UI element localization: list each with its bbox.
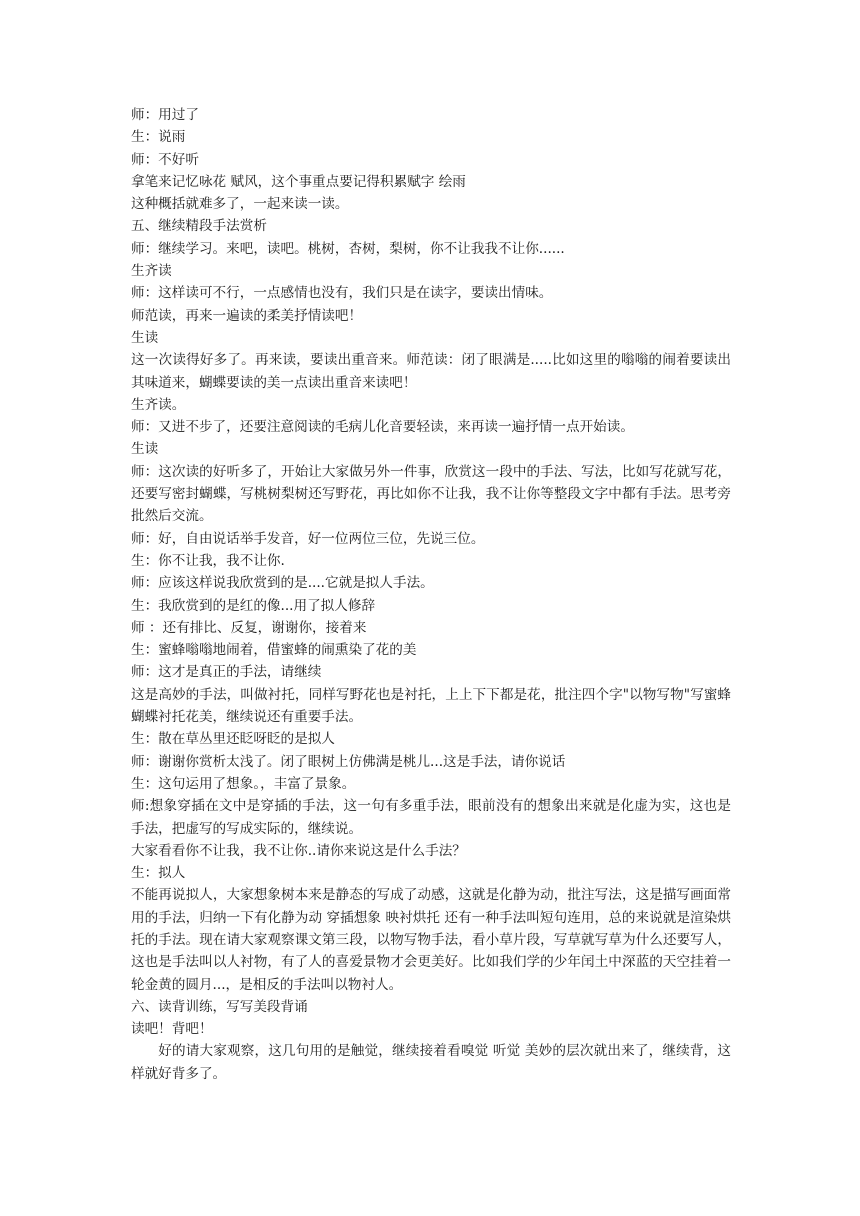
text-line: 生：散在草丛里还眨呀眨的是拟人 xyxy=(131,731,335,748)
text-line: 读吧！背吧！ xyxy=(131,1021,213,1038)
text-line: 生：我欣赏到的是红的像...用了拟人修辞 xyxy=(131,597,376,614)
text-line: 生：拟人 xyxy=(131,865,186,882)
text-line: 生齐读。 xyxy=(131,396,186,413)
text-line: 这种概括就难多了，一起来读一读。 xyxy=(131,196,349,213)
text-line: 师：应该这样说我欣赏到的是....它就是拟人手法。 xyxy=(131,575,434,592)
text-line: 师：谢谢你赏析太浅了。闭了眼树上仿佛满是桃儿...这是手法，请你说话 xyxy=(131,753,566,770)
text-paragraph: 这一次读得好多了。再来读，要读出重音来。师范读：闭了眼满是.....比如这里的嗡嗡的闹着要读出其味道来，蝴蝶要读的美一点读出重音来读吧！ xyxy=(131,352,731,391)
section-heading: 六、读背训练，写写美段背诵 xyxy=(131,998,308,1015)
text-line: 拿笔来记忆咏花 赋风，这个事重点要记得积累赋字 绘雨 xyxy=(131,173,466,190)
text-line: 生：这句运用了想象。，丰富了景象。 xyxy=(131,775,356,792)
text-line: 师：又进不步了，还要注意阅读的毛病儿化音要轻读，来再读一遍抒情一点开始读。 xyxy=(131,419,634,436)
text-line: 师 ：还有排比、反复，谢谢你，接着来 xyxy=(131,619,367,636)
text-line: 生齐读 xyxy=(131,263,172,280)
text-line: 师：这才是真正的手法，请继续 xyxy=(131,664,322,681)
text-line: 师：用过了 xyxy=(131,107,199,123)
text-line: 师：这样读可不行，一点感情也没有，我们只是在读字，要读出情味。 xyxy=(131,285,553,302)
text-paragraph: 师：这次读的好听多了，开始让大家做另外一件事，欣赏这一段中的手法、写法，比如写花就写花，还要写密封蝴蝶，写桃树梨树还写野花，再比如你不让我，我不让你等整段文字中都有手法。思考旁批然后交流。 xyxy=(131,463,731,525)
text-paragraph: 好的请大家观察，这几句用的是触觉，继续接着看嗅觉 听觉 美妙的层次就出来了，继续背，这样就好背多了。 xyxy=(131,1043,731,1082)
text-line: 生：说雨 xyxy=(131,129,186,146)
text-paragraph: 师:想象穿插在文中是穿插的手法，这一句有多重手法，眼前没有的想象出来就是化虚为实，这也是手法，把虚写的写成实际的，继续说。 xyxy=(131,798,731,837)
text-line: 生读 xyxy=(131,329,159,346)
text-line: 生：你不让我，我不让你. xyxy=(131,552,285,569)
text-line: 大家看看你不让我，我不让你..请你来说这是什么手法？ xyxy=(131,842,466,859)
text-line: 师：好，自由说话举手发音，好一位两位三位，先说三位。 xyxy=(131,530,485,547)
text-line: 生读 xyxy=(131,441,159,458)
text-line: 师范读，再来一遍读的柔美抒情读吧！ xyxy=(131,307,363,324)
text-line: 师：继续学习。来吧，读吧。桃树，杏树，梨树，你不让我我不让你...... xyxy=(131,240,565,257)
text-paragraph: 不能再说拟人，大家想象树本来是静态的写成了动感，这就是化静为动，批注写法，这是描写画面常用的手法，归纳一下有化静为动 穿插想象 映衬烘托 还有一种手法叫短句连用，总的来说就是渲染烘托的手法。现在请大家观察课文第三段，以物写物手法，看小草片段，写草就写草为什么还要写人，这也是手法叫以人衬物，有了人的喜爱景物才会更美好。比如我们学的少年闰土中深蓝的天空挂着一轮金黄的圆月...，是相反的手法叫以物衬人。 xyxy=(131,887,731,993)
text-paragraph: 这是高妙的手法，叫做衬托，同样写野花也是衬托，上上下下都是花，批注四个字"以物写物"写蜜蜂蝴蝶衬托花美，继续说还有重要手法。 xyxy=(131,686,731,726)
text-line: 师：不好听 xyxy=(131,151,199,168)
text-line: 生：蜜蜂嗡嗡地闹着，借蜜蜂的闹熏染了花的美 xyxy=(131,642,417,659)
document-body xyxy=(131,104,731,1085)
section-heading: 五、继续精段手法赏析 xyxy=(131,218,267,235)
